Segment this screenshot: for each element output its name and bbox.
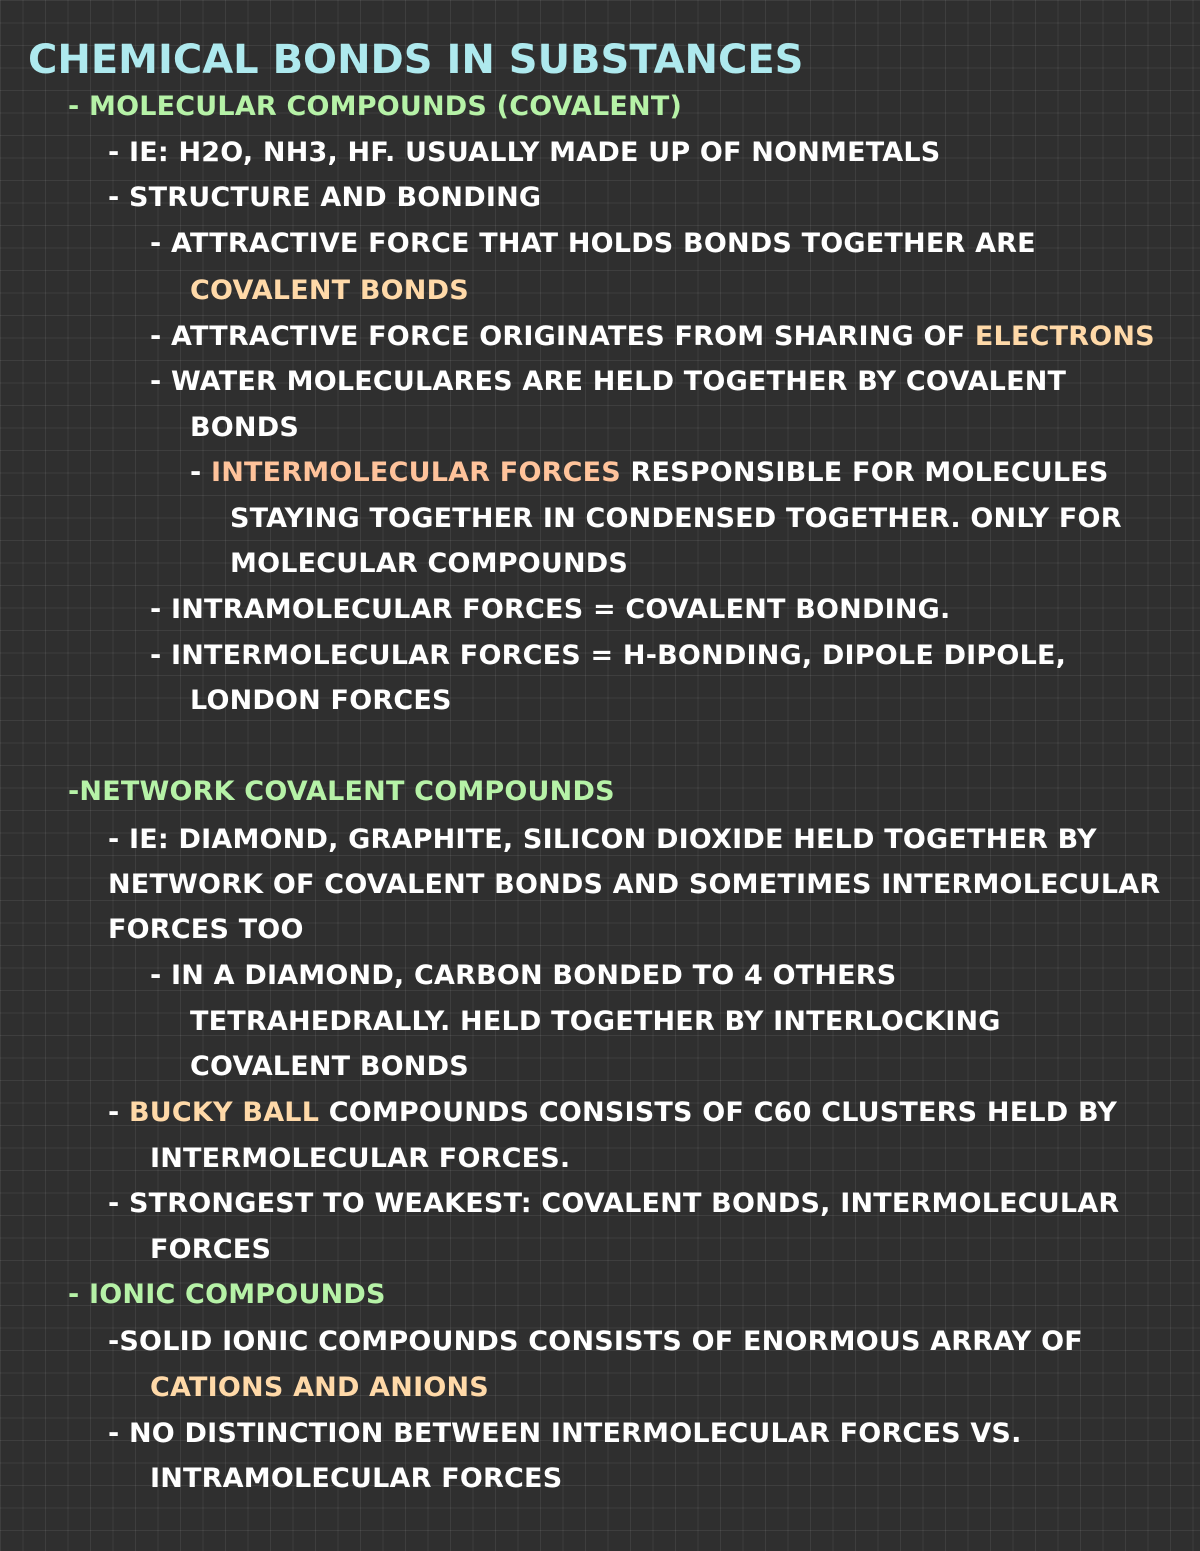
highlight-term: INTERMOLECULAR FORCES <box>211 457 621 488</box>
highlight-term: CATIONS AND ANIONS <box>150 1372 489 1403</box>
highlight-term: COVALENT BONDS <box>190 275 469 306</box>
note-line: LONDON FORCES <box>190 685 452 716</box>
note-line: MOLECULAR COMPOUNDS <box>230 548 629 579</box>
note-text: COMPOUNDS CONSISTS OF C60 CLUSTERS HELD BY <box>319 1097 1118 1128</box>
note-line: - INTRAMOLECULAR FORCES = COVALENT BONDING. <box>150 594 951 625</box>
note-line: - NO DISTINCTION BETWEEN INTERMOLECULAR FORCES VS. <box>108 1418 1022 1449</box>
note-line: - INTERMOLECULAR FORCES = H-BONDING, DIPOLE DIPOLE, <box>150 640 1067 671</box>
note-line: - IE: H2O, NH3, HF. USUALLY MADE UP OF NONMETALS <box>108 137 941 168</box>
note-line: - IE: DIAMOND, GRAPHITE, SILICON DIOXIDE HELD TOGETHER BY <box>108 824 1097 855</box>
note-line: -SOLID IONIC COMPOUNDS CONSISTS OF ENORMOUS ARRAY OF <box>108 1326 1083 1357</box>
highlight-term: BUCKY BALL <box>129 1097 320 1128</box>
note-line: - ATTRACTIVE FORCE THAT HOLDS BONDS TOGETHER ARE <box>150 228 1036 259</box>
note-line: - STRONGEST TO WEAKEST: COVALENT BONDS, INTERMOLECULAR <box>108 1188 1120 1219</box>
note-line: - IN A DIAMOND, CARBON BONDED TO 4 OTHERS <box>150 960 897 991</box>
note-line: NETWORK OF COVALENT BONDS AND SOMETIMES INTERMOLECULAR <box>108 869 1161 900</box>
note-text: - ATTRACTIVE FORCE ORIGINATES FROM SHARING OF <box>150 321 975 352</box>
note-line: STAYING TOGETHER IN CONDENSED TOGETHER. ONLY FOR <box>230 503 1122 534</box>
note-line: COVALENT BONDS <box>190 1051 469 1082</box>
note-line: FORCES <box>150 1234 272 1265</box>
section-heading-ionic: - IONIC COMPOUNDS <box>68 1279 386 1310</box>
note-line: - WATER MOLECULARES ARE HELD TOGETHER BY COVALENT <box>150 366 1067 397</box>
note-line: INTERMOLECULAR FORCES. <box>150 1143 571 1174</box>
note-line <box>108 1090 1117 1135</box>
note-line: BONDS <box>190 412 299 443</box>
note-line <box>190 450 1109 495</box>
note-line: - STRUCTURE AND BONDING <box>108 182 542 213</box>
note-text: RESPONSIBLE FOR MOLECULES <box>620 457 1109 488</box>
note-text: - <box>108 1097 130 1128</box>
note-line: INTRAMOLECULAR FORCES <box>150 1463 563 1494</box>
note-line: TETRAHEDRALLY. HELD TOGETHER BY INTERLOCKING <box>190 1006 1001 1037</box>
note-text: - <box>190 457 212 488</box>
highlight-term: ELECTRONS <box>974 321 1155 352</box>
note-line <box>150 314 1155 359</box>
section-heading-network: -NETWORK COVALENT COMPOUNDS <box>68 776 615 807</box>
section-heading-molecular: - MOLECULAR COMPOUNDS (COVALENT) <box>68 91 683 122</box>
note-line: FORCES TOO <box>108 914 304 945</box>
page-title: CHEMICAL BONDS IN SUBSTANCES <box>28 37 804 83</box>
